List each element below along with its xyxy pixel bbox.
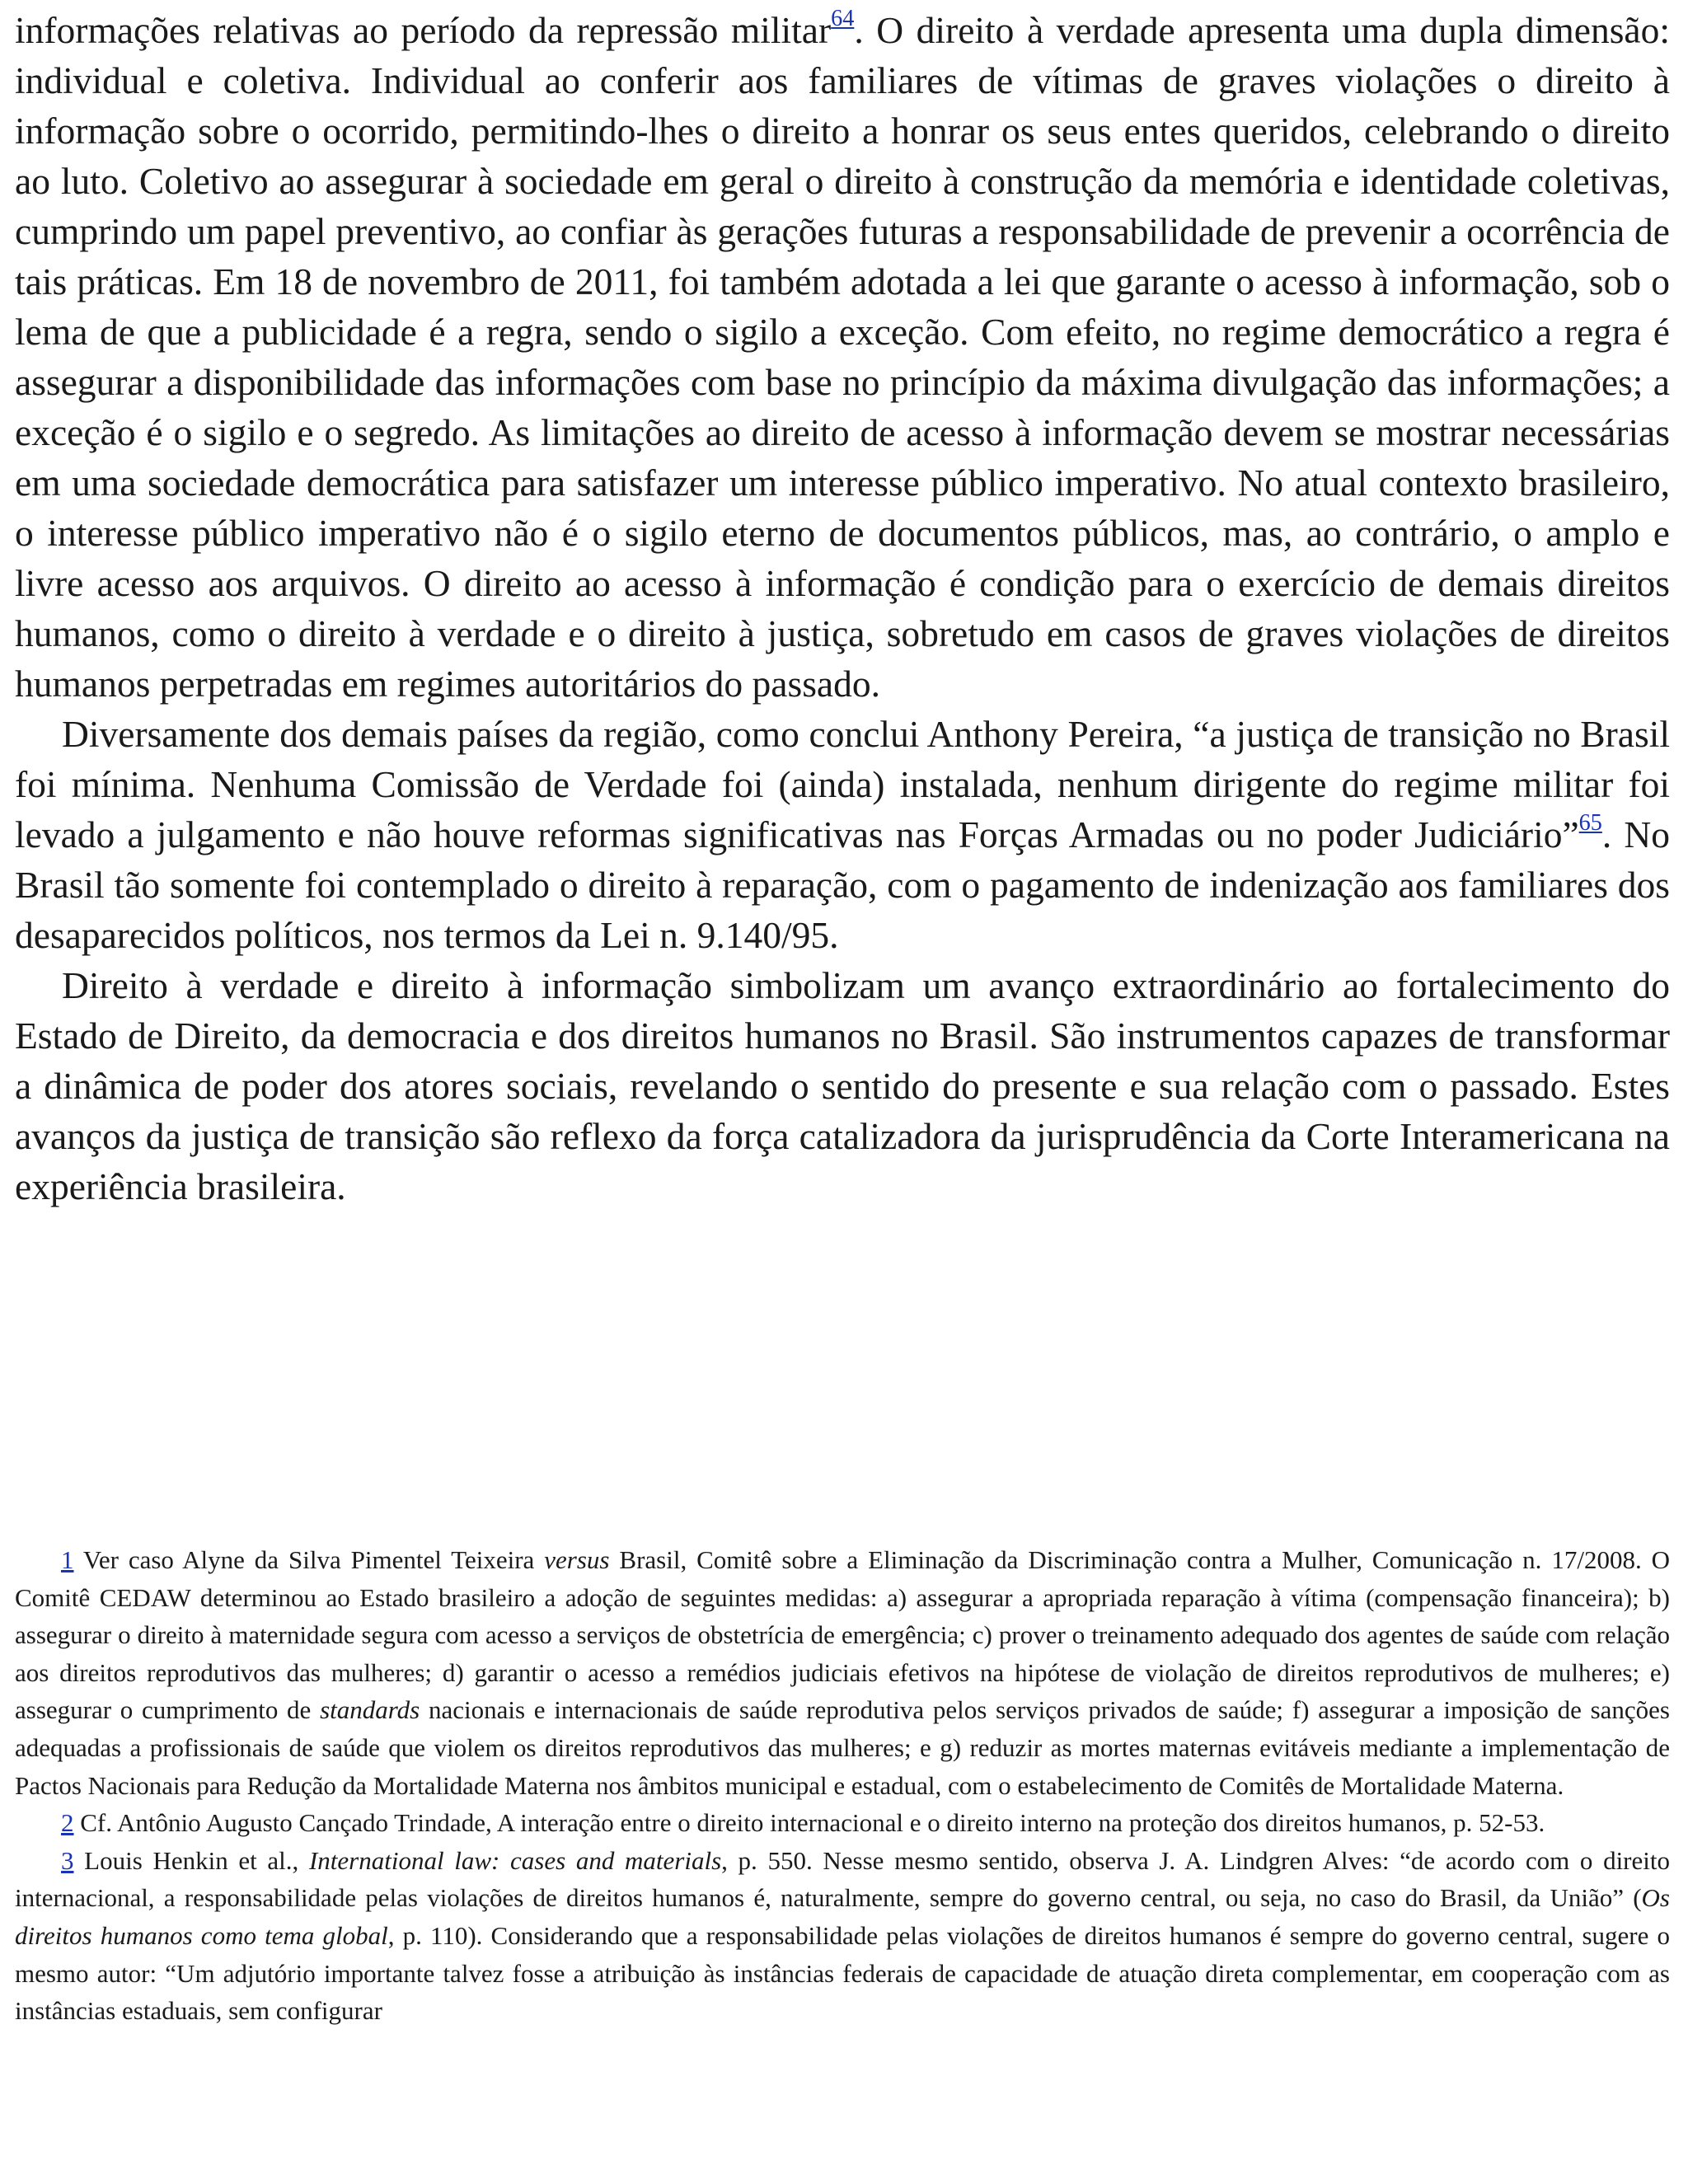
footnote-ref-64 (831, 6, 854, 31)
footnote-2 (15, 1804, 1670, 1842)
footnote-3-text-b: , p. 550. Nesse mesmo sentido, observa J. A. Lindgren Alves: “de acordo com o direito internacional, a responsabilidade pelas violações de direitos humanos é, naturalmente, sempre do governo central, ou seja, no caso do Brasil, da União” ( (15, 1845, 1670, 1913)
footnote-3-text-a: Louis Henkin et al., (73, 1845, 309, 1875)
paragraph-1-text-b: . O direito à verdade apresenta uma dupla dimensão: individual e coletiva. Individual ao conferir aos familiares de vítimas de graves violações o direito à informação sobre o ocorrido, permitindo-lhes o direito a honrar os seus entes queridos, celebrando o direito ao luto. Coletivo ao assegurar à sociedade em geral o direito à construção da memória e identidade coletivas, cumprindo um papel preventivo, ao confiar às gerações futuras a responsabilidade de prevenir a ocorrência de tais práticas. Em 18 de novembro de 2011, foi também adotada a lei que garante o acesso à informação, sob o lema de que a publicidade é a regra, sendo o sigilo a exceção. Com efeito, no regime democrático a regra é assegurar a disponibilidade das informações com base no princípio da máxima divulgação das informações; a exceção é o sigilo e o segredo. As limitações ao direito de acesso à informação devem se mostrar necessárias em uma sociedade democrática para satisfazer um interesse público imperativo. No atual contexto brasileiro, o interesse público imperativo não é o sigilo eterno de documentos públicos, mas, ao contrário, o amplo e livre acesso aos arquivos. O direito ao acesso à informação é condição para o exercício de demais direitos humanos, como o direito à verdade e o direito à justiça, sobretudo em casos de graves violações de direitos humanos perpetradas em regimes autoritários do passado. (15, 9, 1670, 705)
footnote-1-text-c: nacionais e internacionais de saúde reprodutiva pelos serviços privados de saúde; f) assegurar a imposição de sanções adequadas a profissionais de saúde que violem os direitos reprodutivos das mulheres; e g) reduzir as mortes maternas evitáveis mediante a implementação de Pactos Nacionais para Redução da Mortalidade Materna nos âmbitos municipal e estadual, com o estabelecimento de Comitês de Mortalidade Materna. (15, 1695, 1670, 1800)
paragraph-1 (15, 5, 1670, 709)
footnote-3-text-c: , p. 110). Considerando que a responsabilidade pelas violações de direitos humanos é sempre do governo central, sugere o mesmo autor: “Um adjutório importante talvez fosse a atribuição às instâncias federais de capacidade de atuação direta complementar, em cooperação com as instâncias estaduais, sem configurar (15, 1920, 1670, 2026)
footnote-link-64[interactable]: 64 (831, 5, 855, 31)
paragraph-2 (15, 709, 1670, 960)
footnote-1-italic-1: versus (544, 1545, 610, 1574)
paragraph-2-text-a: Diversamente dos demais países da região, como conclui Anthony Pereira, “a justiça de transição no Brasil foi mínima. Nenhuma Comissão de Verdade foi (ainda) instalada, nenhum dirigente do regime militar foi levado a julgamento e não houve reformas significativas nas Forças Armadas ou no poder Judiciário” (15, 713, 1670, 855)
paragraph-1-text-a: informações relativas ao período da repressão militar (15, 9, 832, 51)
main-text (15, 5, 1670, 1212)
footnote-3 (15, 1842, 1670, 2030)
footnote-2-link[interactable]: 2 (61, 1808, 74, 1838)
paragraph-3: Direito à verdade e direito à informação simbolizam um avanço extraordinário ao fortalecimento do Estado de Direito, da democracia e dos direitos humanos no Brasil. São instrumentos capazes de transformar a dinâmica de poder dos atores sociais, revelando o sentido do presente e sua relação com o passado. Estes avanços da justiça de transição são reflexo da força catalizadora da jurisprudência da Corte Interamericana na experiência brasileira. (15, 964, 1670, 1207)
footnote-3-link[interactable]: 3 (61, 1845, 74, 1875)
footnote-link-65[interactable]: 65 (1578, 809, 1602, 836)
footnote-1-text-a: Ver caso Alyne da Silva Pimentel Teixeira (73, 1545, 545, 1574)
footnote-ref-65 (1579, 810, 1602, 836)
footnote-1-italic-2: standards (320, 1695, 420, 1725)
footnote-1 (15, 1541, 1670, 1804)
footnote-1-link[interactable]: 1 (61, 1545, 74, 1574)
paragraph-2-text-b: . No Brasil tão somente foi contemplado o direito à reparação, com o pagamento de indenização aos familiares dos desaparecidos políticos, nos termos da Lei n. 9.140/95. (15, 813, 1670, 956)
footnote-3-italic-2: Os direitos humanos como tema global (15, 1883, 1670, 1950)
footnote-2-text: Cf. Antônio Augusto Cançado Trindade, A interação entre o direito internacional e o direito interno na proteção dos direitos humanos, p. 52-53. (73, 1808, 1545, 1838)
footnotes (15, 1541, 1670, 2030)
footnote-3-italic-1: International law: cases and materials (308, 1845, 722, 1875)
footnote-1-text-b: Brasil, Comitê sobre a Eliminação da Discriminação contra a Mulher, Comunicação n. 17/2008. O Comitê CEDAW determinou ao Estado brasileiro a adoção de seguintes medidas: a) assegurar a apropriada reparação à vítima (compensação financeira); b) assegurar o direito à maternidade segura com acesso a serviços de obstetrícia de emergência; c) prover o treinamento adequado dos agentes de saúde com relação aos direitos reprodutivos das mulheres; d) garantir o acesso a remédios judiciais efetivos na hipótese de violação de direitos reprodutivos de mulheres; e) assegurar o cumprimento de (15, 1545, 1671, 1725)
